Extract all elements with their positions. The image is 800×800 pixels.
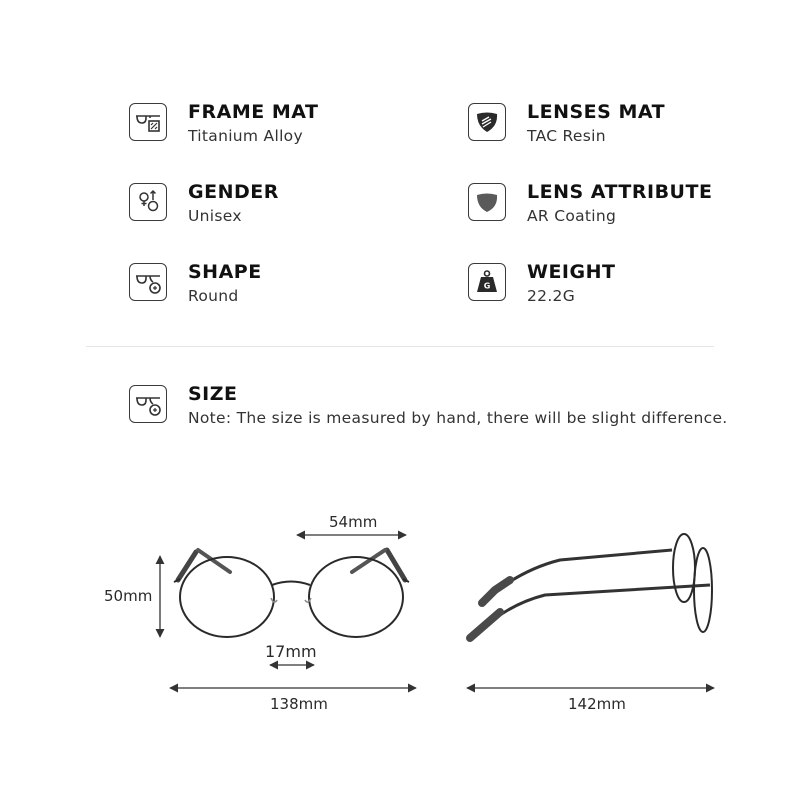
lens-attribute-title: LENS ATTRIBUTE xyxy=(527,181,713,203)
weight-value: 22.2G xyxy=(527,287,576,305)
shape-value: Round xyxy=(188,287,239,305)
lens-attribute-value: AR Coating xyxy=(527,207,617,225)
size-title: SIZE xyxy=(188,383,238,405)
glasses-front-view xyxy=(174,550,409,637)
gender-title: GENDER xyxy=(188,181,279,203)
size-note: Note: The size is measured by hand, there will be slight difference. xyxy=(188,409,728,427)
frame-mat-value: Titanium Alloy xyxy=(188,127,303,145)
temple-length-label: 142mm xyxy=(568,695,626,713)
bridge-label: 17mm xyxy=(265,642,317,661)
lens-height-label: 50mm xyxy=(104,587,153,605)
frame-mat-title: FRAME MAT xyxy=(188,101,319,123)
frame-width-label: 138mm xyxy=(270,695,328,713)
weight-title: WEIGHT xyxy=(527,261,616,283)
shape-title: SHAPE xyxy=(188,261,262,283)
lens-width-label: 54mm xyxy=(329,513,378,531)
glasses-side-view xyxy=(470,534,712,638)
lenses-mat-title: LENSES MAT xyxy=(527,101,666,123)
weight-icon-letter: G xyxy=(483,281,491,291)
lenses-mat-value: TAC Resin xyxy=(527,127,606,145)
gender-value: Unisex xyxy=(188,207,242,225)
